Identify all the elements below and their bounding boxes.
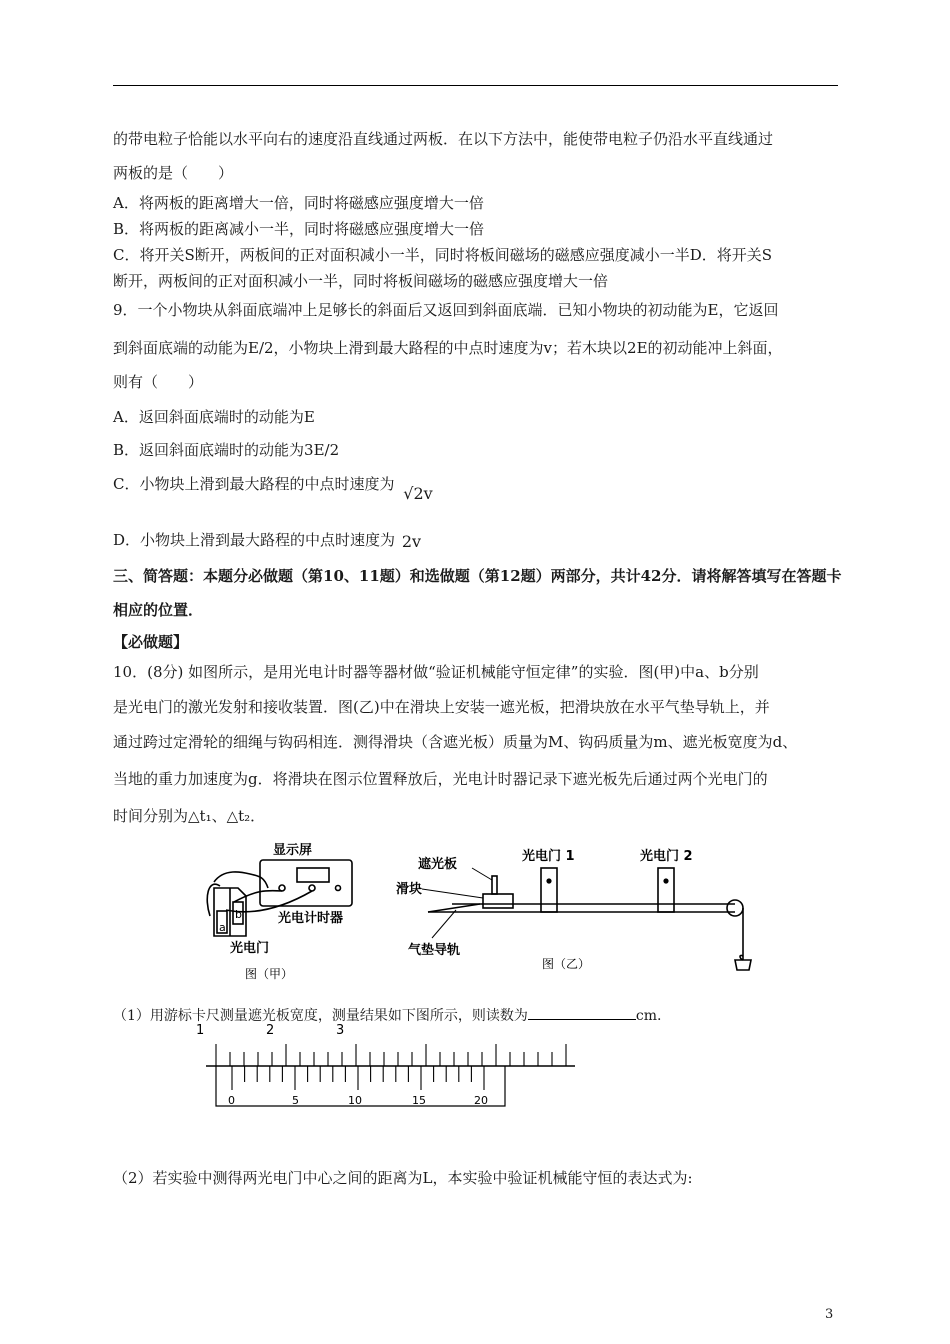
track-label: 气垫导轨 <box>408 943 461 958</box>
caption-left: 图（甲） <box>245 967 294 981</box>
header-rule <box>113 85 838 86</box>
photogate-2 <box>658 868 674 912</box>
2v-formula: 2v <box>401 532 422 551</box>
vernier-label: 20 <box>474 1094 488 1107</box>
display-label: 显示屏 <box>273 843 313 858</box>
label-line <box>432 910 456 938</box>
option-c <box>113 474 433 503</box>
text-line: 通过跨过定滑轮的细绳与钩码相连．测得滑块（含遮光板）质量为M、钩码质量为m、遮光板宽度为d、 <box>113 733 798 751</box>
option-d: 断开，两板间的正对面积减小一半，同时将板间磁场的磁感应强度增大一倍 <box>113 272 609 290</box>
option-d-text: D．小物块上滑到最大路程的中点时速度为 <box>113 531 396 549</box>
text-line: 到斜面底端的动能为E/2，小物块上滑到最大路程的中点时速度为v；若木块以2E的初动能冲上斜面， <box>113 339 783 357</box>
gate1-label: 光电门 1 <box>522 849 575 864</box>
required-label: 【必做题】 <box>113 633 189 651</box>
vernier-label: 0 <box>228 1094 235 1107</box>
option-d <box>113 530 421 550</box>
option-c-text: C．小物块上滑到最大路程的中点时速度为 <box>113 475 395 493</box>
apparatus-figure <box>190 838 770 983</box>
shutter-label: 遮光板 <box>418 857 458 872</box>
vernier-caliper <box>190 1018 590 1118</box>
text-line: 两板的是（ ） <box>113 164 234 182</box>
main-scale-ticks <box>216 1044 566 1066</box>
question-9: 9．一个小物块从斜面底端冲上足够长的斜面后又返回到斜面底端．已知小物块的初动能为E，它返回 <box>113 301 779 319</box>
page-number: 3 <box>825 1307 834 1322</box>
text-line: 当地的重力加速度为g．将滑块在图示位置释放后，光电计时器记录下遮光板先后通过两个光电门的 <box>113 770 768 788</box>
option-c: C．将开关S断开，两板间的正对面积减小一半，同时将板间磁场的磁感应强度减小一半D．将开关S <box>113 246 773 264</box>
subquestion-1-text: （1）用游标卡尺测量遮光板宽度，测量结果如下图所示，则读数为 <box>113 1008 528 1024</box>
timer-label: 光电计时器 <box>278 911 344 926</box>
gate2-label: 光电门 2 <box>640 849 693 864</box>
label-line <box>472 868 492 880</box>
gate-b-label: b <box>235 908 242 921</box>
timer-device <box>260 860 352 906</box>
question-10: 10．(8分) 如图所示，是用光电计时器等器材做“验证机械能守恒定律”的实验．图(甲)中a、b分别 <box>113 663 759 681</box>
sqrt2v-formula: √2v <box>403 484 433 503</box>
section-heading: 相应的位置． <box>113 601 204 619</box>
main-label: 2 <box>266 1023 275 1038</box>
caption-right: 图（乙） <box>542 957 591 971</box>
main-label: 3 <box>336 1023 345 1038</box>
option-b: B．返回斜面底端时的动能为3E/2 <box>113 441 340 459</box>
vernier-label: 5 <box>292 1094 299 1107</box>
vernier-label: 15 <box>412 1094 426 1107</box>
text-line: 的带电粒子恰能以水平向右的速度沿直线通过两板．在以下方法中，能使带电粒子仍沿水平直线通过 <box>113 130 774 148</box>
subquestion-2: （2）若实验中测得两光电门中心之间的距离为L，本实验中验证机械能守恒的表达式为: <box>113 1169 693 1187</box>
vernier-label: 10 <box>348 1094 362 1107</box>
vernier-scale-ticks <box>232 1066 484 1090</box>
text-line: 则有（ ） <box>113 373 204 391</box>
option-b: B．将两板的距离减小一半，同时将磁感应强度增大一倍 <box>113 220 485 238</box>
option-a: A．返回斜面底端时的动能为E <box>113 408 315 426</box>
slider-label: 滑块 <box>396 882 423 897</box>
photogate-1 <box>541 868 557 912</box>
label-line <box>422 889 483 898</box>
text-line: 是光电门的激光发射和接收装置．图(乙)中在滑块上安装一遮光板，把滑块放在水平气垫导轨上，并 <box>113 698 770 716</box>
option-a: A．将两板的距离增大一倍，同时将磁感应强度增大一倍 <box>113 194 484 212</box>
main-label: 1 <box>196 1023 205 1038</box>
text-line: 时间分别为△t₁、△t₂． <box>113 807 266 825</box>
gate-label: 光电门 <box>230 941 270 956</box>
unit-label: cm. <box>635 1008 662 1024</box>
gate-a-label: a <box>219 921 226 934</box>
section-heading: 三、简答题：本题分必做题（第10、11题）和选做题（第12题）两部分，共计42分．请将解答填写在答题卡 <box>113 567 842 585</box>
